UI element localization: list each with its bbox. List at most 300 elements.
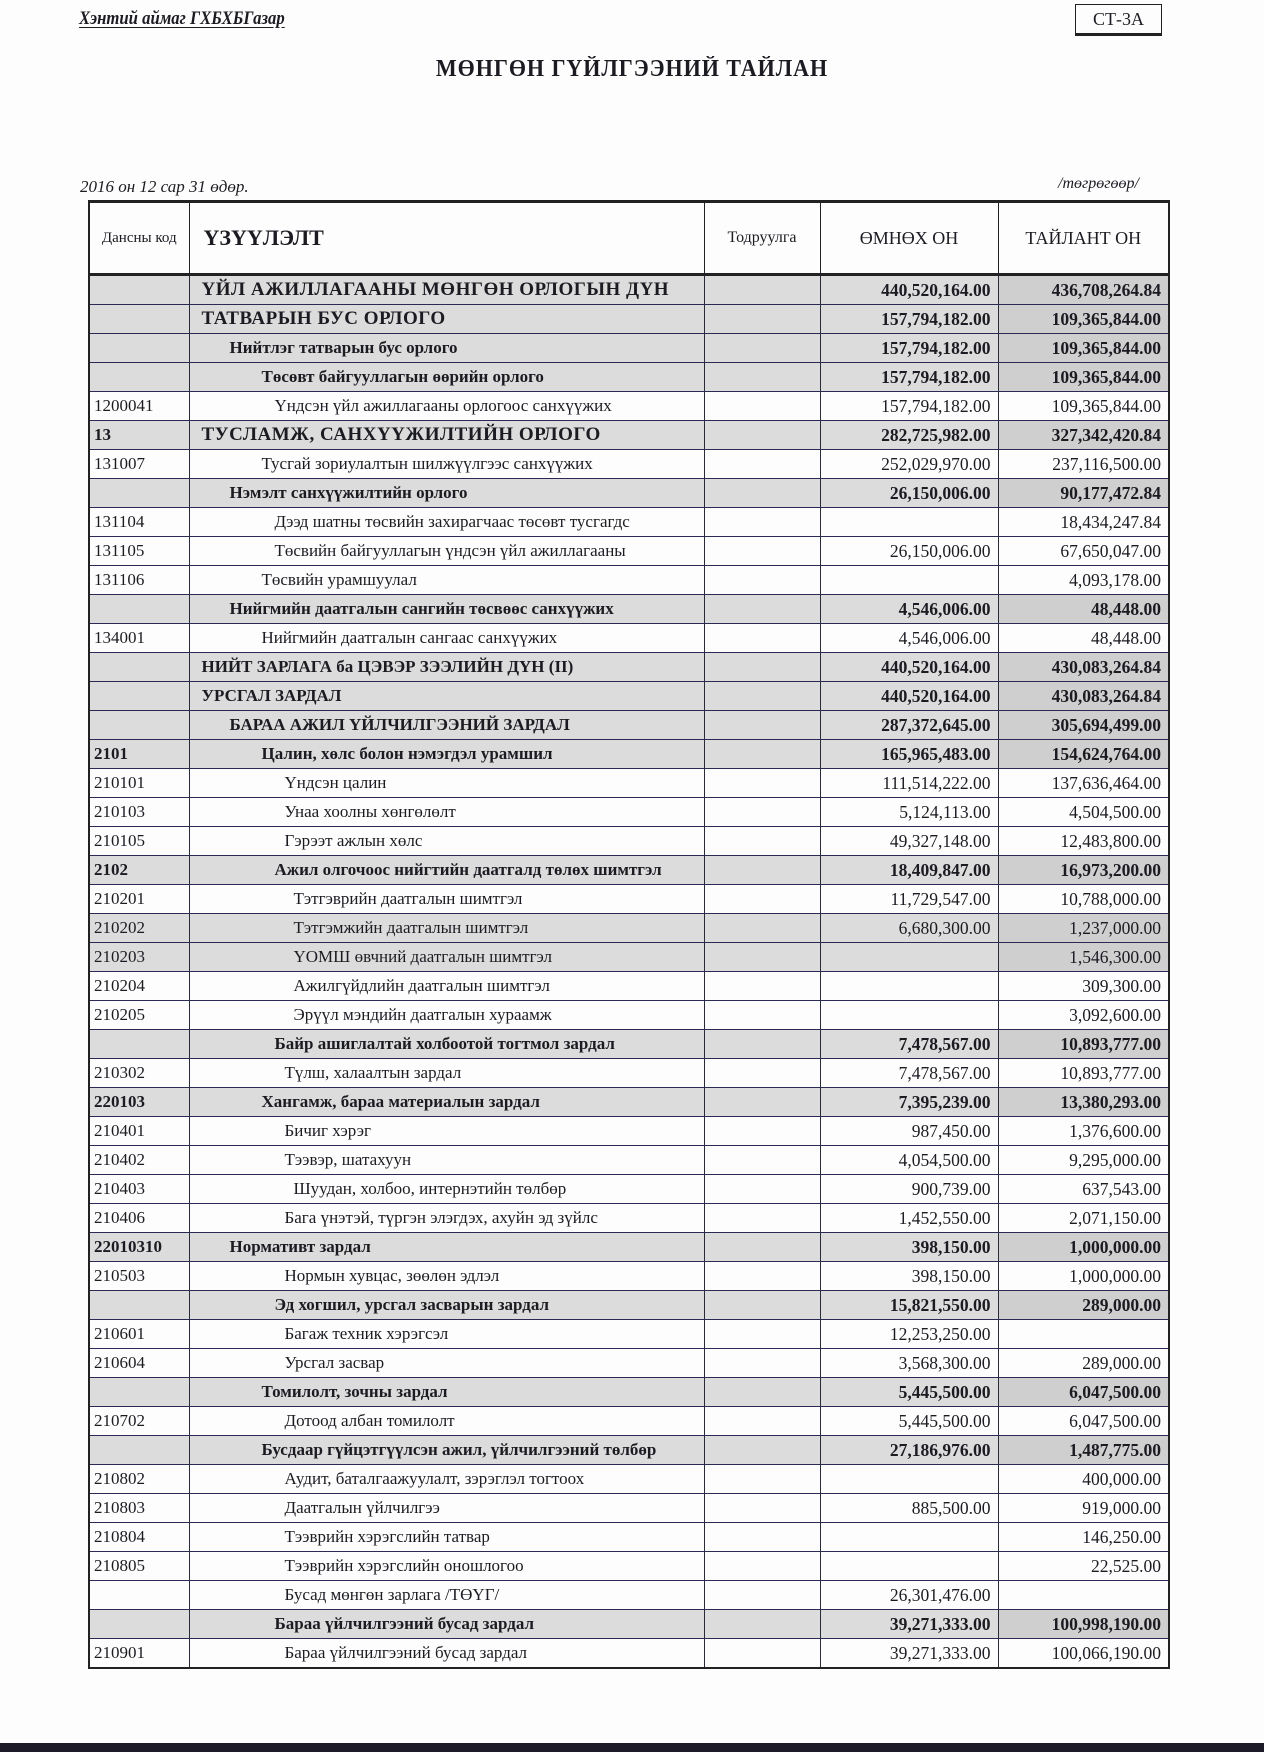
column-header-current-year: ТАЙЛАНТ ОН: [998, 202, 1169, 275]
table-row: [89, 856, 1169, 885]
current-year-value: 18,434,247.84: [998, 508, 1169, 537]
current-year-value: 1,000,000.00: [998, 1262, 1169, 1291]
note-cell: [704, 1581, 820, 1610]
description-cell: Тээврийн хэрэгслийн оношлогоо: [189, 1552, 704, 1581]
previous-year-value: 157,794,182.00: [820, 392, 998, 421]
account-code-cell: 2102: [89, 856, 189, 885]
previous-year-value: 165,965,483.00: [820, 740, 998, 769]
current-year-value: 309,300.00: [998, 972, 1169, 1001]
current-year-value: 4,093,178.00: [998, 566, 1169, 595]
table-row: [89, 1436, 1169, 1465]
table-row: [89, 1291, 1169, 1320]
table-row: [89, 1001, 1169, 1030]
table-row: [89, 392, 1169, 421]
note-cell: [704, 1291, 820, 1320]
account-code-cell: [89, 1581, 189, 1610]
account-code-cell: 210105: [89, 827, 189, 856]
note-cell: [704, 1610, 820, 1639]
table-row: [89, 1262, 1169, 1291]
table-row: [89, 943, 1169, 972]
account-code-cell: [89, 363, 189, 392]
description-cell: ҮОМШ өвчний даатгалын шимтгэл: [189, 943, 704, 972]
current-year-value: 154,624,764.00: [998, 740, 1169, 769]
previous-year-value: 26,301,476.00: [820, 1581, 998, 1610]
note-cell: [704, 1146, 820, 1175]
table-row: [89, 827, 1169, 856]
account-code-cell: [89, 1610, 189, 1639]
current-year-value: 109,365,844.00: [998, 334, 1169, 363]
column-header-previous-year: ӨМНӨХ ОН: [820, 202, 998, 275]
table-row: [89, 508, 1169, 537]
current-year-value: 1,376,600.00: [998, 1117, 1169, 1146]
note-cell: [704, 1030, 820, 1059]
previous-year-value: 900,739.00: [820, 1175, 998, 1204]
description-cell: Тусгай зориулалтын шилжүүлгээс санхүүжих: [189, 450, 704, 479]
description-cell: ҮЙЛ АЖИЛЛАГААНЫ МӨНГӨН ОРЛОГЫН ДҮН: [189, 275, 704, 305]
description-cell: Багаж техник хэрэгсэл: [189, 1320, 704, 1349]
previous-year-value: 440,520,164.00: [820, 653, 998, 682]
description-cell: Дээд шатны төсвийн захирагчаас төсөвт тусгагдс: [189, 508, 704, 537]
table-row: [89, 914, 1169, 943]
description-cell: Шуудан, холбоо, интернэтийн төлбөр: [189, 1175, 704, 1204]
current-year-value: 637,543.00: [998, 1175, 1169, 1204]
previous-year-value: 4,054,500.00: [820, 1146, 998, 1175]
previous-year-value: 398,150.00: [820, 1262, 998, 1291]
current-year-value: [998, 1320, 1169, 1349]
current-year-value: 10,893,777.00: [998, 1030, 1169, 1059]
account-code-cell: 210203: [89, 943, 189, 972]
note-cell: [704, 624, 820, 653]
previous-year-value: [820, 1523, 998, 1552]
note-cell: [704, 653, 820, 682]
description-cell: ТУСЛАМЖ, САНХҮҮЖИЛТИЙН ОРЛОГО: [189, 421, 704, 450]
description-cell: Бага үнэтэй, түргэн элэгдэх, ахуйн эд зүйлс: [189, 1204, 704, 1233]
note-cell: [704, 972, 820, 1001]
account-code-cell: 210804: [89, 1523, 189, 1552]
description-cell: Эд хогшил, урсгал засварын зардал: [189, 1291, 704, 1320]
table-row: [89, 305, 1169, 334]
note-cell: [704, 1059, 820, 1088]
previous-year-value: 4,546,006.00: [820, 624, 998, 653]
currency-unit: /төгрөгөөр/: [1058, 175, 1139, 192]
account-code-cell: 131007: [89, 450, 189, 479]
table-row: [89, 682, 1169, 711]
current-year-value: 48,448.00: [998, 624, 1169, 653]
description-cell: Нэмэлт санхүүжилтийн орлого: [189, 479, 704, 508]
previous-year-value: [820, 1465, 998, 1494]
account-code-cell: 210201: [89, 885, 189, 914]
description-cell: Төсвийн урамшуулал: [189, 566, 704, 595]
previous-year-value: 18,409,847.00: [820, 856, 998, 885]
previous-year-value: 49,327,148.00: [820, 827, 998, 856]
table-row: [89, 1639, 1169, 1669]
description-cell: Аудит, баталгаажуулалт, зэрэглэл тогтоох: [189, 1465, 704, 1494]
report-date: 2016 он 12 сар 31 өдөр.: [80, 177, 249, 196]
account-code-cell: [89, 682, 189, 711]
account-code-cell: [89, 305, 189, 334]
description-cell: Дотоод албан томилолт: [189, 1407, 704, 1436]
table-row: [89, 479, 1169, 508]
note-cell: [704, 1552, 820, 1581]
current-year-value: 1,000,000.00: [998, 1233, 1169, 1262]
note-cell: [704, 566, 820, 595]
current-year-value: 1,487,775.00: [998, 1436, 1169, 1465]
account-code-cell: 210601: [89, 1320, 189, 1349]
table-row: [89, 1320, 1169, 1349]
description-cell: Тэтгэврийн даатгалын шимтгэл: [189, 885, 704, 914]
column-header-code: Дансны код: [89, 202, 189, 275]
previous-year-value: 5,124,113.00: [820, 798, 998, 827]
description-cell: Даатгалын үйлчилгээ: [189, 1494, 704, 1523]
previous-year-value: 1,452,550.00: [820, 1204, 998, 1233]
organization-name: Хэнтий аймаг ГХБХБГазар: [79, 8, 285, 29]
account-code-cell: 2101: [89, 740, 189, 769]
current-year-value: 109,365,844.00: [998, 305, 1169, 334]
account-code-cell: [89, 275, 189, 305]
account-code-cell: [89, 653, 189, 682]
description-cell: ТАТВАРЫН БУС ОРЛОГО: [189, 305, 704, 334]
current-year-value: 109,365,844.00: [998, 392, 1169, 421]
table-row: [89, 885, 1169, 914]
table-row: [89, 740, 1169, 769]
account-code-cell: 210503: [89, 1262, 189, 1291]
note-cell: [704, 769, 820, 798]
description-cell: Нийтлэг татварын бус орлого: [189, 334, 704, 363]
current-year-value: 16,973,200.00: [998, 856, 1169, 885]
table-row: [89, 275, 1169, 305]
current-year-value: 146,250.00: [998, 1523, 1169, 1552]
account-code-cell: 210202: [89, 914, 189, 943]
current-year-value: 12,483,800.00: [998, 827, 1169, 856]
description-cell: Бараа үйлчилгээний бусад зардал: [189, 1639, 704, 1669]
table-row: [89, 421, 1169, 450]
previous-year-value: 3,568,300.00: [820, 1349, 998, 1378]
note-cell: [704, 827, 820, 856]
previous-year-value: 27,186,976.00: [820, 1436, 998, 1465]
current-year-value: 919,000.00: [998, 1494, 1169, 1523]
previous-year-value: 6,680,300.00: [820, 914, 998, 943]
note-cell: [704, 740, 820, 769]
table-row: [89, 1465, 1169, 1494]
description-cell: Тэтгэмжийн даатгалын шимтгэл: [189, 914, 704, 943]
previous-year-value: [820, 566, 998, 595]
current-year-value: 100,998,190.00: [998, 1610, 1169, 1639]
table-row: [89, 711, 1169, 740]
account-code-cell: [89, 1436, 189, 1465]
account-code-cell: 210103: [89, 798, 189, 827]
column-header-note: Тодруулга: [704, 202, 820, 275]
account-code-cell: 22010310: [89, 1233, 189, 1262]
previous-year-value: 287,372,645.00: [820, 711, 998, 740]
current-year-value: 305,694,499.00: [998, 711, 1169, 740]
description-cell: Төсвийн байгууллагын үндсэн үйл ажиллагааны: [189, 537, 704, 566]
account-code-cell: 210802: [89, 1465, 189, 1494]
table-row: [89, 1117, 1169, 1146]
table-row: [89, 334, 1169, 363]
column-header-description: ҮЗҮҮЛЭЛТ: [189, 202, 704, 275]
note-cell: [704, 711, 820, 740]
note-cell: [704, 1088, 820, 1117]
previous-year-value: 157,794,182.00: [820, 334, 998, 363]
description-cell: Бусдаар гүйцэтгүүлсэн ажил, үйлчилгээний төлбөр: [189, 1436, 704, 1465]
note-cell: [704, 798, 820, 827]
note-cell: [704, 682, 820, 711]
note-cell: [704, 1117, 820, 1146]
account-code-cell: 210702: [89, 1407, 189, 1436]
note-cell: [704, 363, 820, 392]
account-code-cell: 210205: [89, 1001, 189, 1030]
description-cell: Түлш, халаалтын зардал: [189, 1059, 704, 1088]
description-cell: Бараа үйлчилгээний бусад зардал: [189, 1610, 704, 1639]
note-cell: [704, 1175, 820, 1204]
previous-year-value: 5,445,500.00: [820, 1378, 998, 1407]
current-year-value: [998, 1581, 1169, 1610]
account-code-cell: 210803: [89, 1494, 189, 1523]
description-cell: Үндсэн цалин: [189, 769, 704, 798]
table-row: [89, 1581, 1169, 1610]
table-row: [89, 1233, 1169, 1262]
note-cell: [704, 334, 820, 363]
description-cell: Гэрээт ажлын хөлс: [189, 827, 704, 856]
previous-year-value: 39,271,333.00: [820, 1610, 998, 1639]
table-row: [89, 972, 1169, 1001]
previous-year-value: [820, 972, 998, 1001]
account-code-cell: 13: [89, 421, 189, 450]
previous-year-value: 987,450.00: [820, 1117, 998, 1146]
current-year-value: 137,636,464.00: [998, 769, 1169, 798]
account-code-cell: 210805: [89, 1552, 189, 1581]
note-cell: [704, 305, 820, 334]
description-cell: Байр ашиглалтай холбоотой тогтмол зардал: [189, 1030, 704, 1059]
account-code-cell: [89, 479, 189, 508]
current-year-value: 1,546,300.00: [998, 943, 1169, 972]
description-cell: Нормативт зардал: [189, 1233, 704, 1262]
note-cell: [704, 275, 820, 305]
table-header-row: [89, 202, 1169, 275]
previous-year-value: 885,500.00: [820, 1494, 998, 1523]
note-cell: [704, 1436, 820, 1465]
table-row: [89, 1204, 1169, 1233]
previous-year-value: 7,478,567.00: [820, 1059, 998, 1088]
account-code-cell: 210401: [89, 1117, 189, 1146]
cash-flow-table: [88, 200, 1170, 1669]
current-year-value: 48,448.00: [998, 595, 1169, 624]
account-code-cell: 220103: [89, 1088, 189, 1117]
previous-year-value: 4,546,006.00: [820, 595, 998, 624]
note-cell: [704, 450, 820, 479]
scan-edge-band: [0, 1743, 1264, 1752]
note-cell: [704, 508, 820, 537]
description-cell: БАРАА АЖИЛ ҮЙЛЧИЛГЭЭНИЙ ЗАРДАЛ: [189, 711, 704, 740]
description-cell: Эрүүл мэндийн даатгалын хураамж: [189, 1001, 704, 1030]
form-code-badge: СТ-3А: [1075, 4, 1162, 36]
previous-year-value: 12,253,250.00: [820, 1320, 998, 1349]
description-cell: Үндсэн үйл ажиллагааны орлогоос санхүүжих: [189, 392, 704, 421]
previous-year-value: 15,821,550.00: [820, 1291, 998, 1320]
current-year-value: 9,295,000.00: [998, 1146, 1169, 1175]
note-cell: [704, 885, 820, 914]
current-year-value: 10,788,000.00: [998, 885, 1169, 914]
current-year-value: 109,365,844.00: [998, 363, 1169, 392]
note-cell: [704, 421, 820, 450]
account-code-cell: [89, 1030, 189, 1059]
note-cell: [704, 1001, 820, 1030]
account-code-cell: 210204: [89, 972, 189, 1001]
current-year-value: 6,047,500.00: [998, 1378, 1169, 1407]
account-code-cell: 131106: [89, 566, 189, 595]
current-year-value: 1,237,000.00: [998, 914, 1169, 943]
account-code-cell: [89, 334, 189, 363]
description-cell: Нормын хувцас, зөөлөн эдлэл: [189, 1262, 704, 1291]
current-year-value: 90,177,472.84: [998, 479, 1169, 508]
note-cell: [704, 856, 820, 885]
account-code-cell: 1200041: [89, 392, 189, 421]
description-cell: Бусад мөнгөн зарлага /ТӨҮГ/: [189, 1581, 704, 1610]
previous-year-value: 440,520,164.00: [820, 682, 998, 711]
table-row: [89, 566, 1169, 595]
previous-year-value: 252,029,970.00: [820, 450, 998, 479]
current-year-value: 3,092,600.00: [998, 1001, 1169, 1030]
description-cell: Хангамж, бараа материалын зардал: [189, 1088, 704, 1117]
current-year-value: 10,893,777.00: [998, 1059, 1169, 1088]
note-cell: [704, 1262, 820, 1291]
description-cell: УРСГАЛ ЗАРДАЛ: [189, 682, 704, 711]
previous-year-value: [820, 1001, 998, 1030]
table-row: [89, 363, 1169, 392]
table-row: [89, 1146, 1169, 1175]
table-row: [89, 1494, 1169, 1523]
current-year-value: 4,504,500.00: [998, 798, 1169, 827]
description-cell: Төсөвт байгууллагын өөрийн орлого: [189, 363, 704, 392]
account-code-cell: 210406: [89, 1204, 189, 1233]
previous-year-value: 11,729,547.00: [820, 885, 998, 914]
description-cell: Нийгмийн даатгалын сангаас санхүүжих: [189, 624, 704, 653]
account-code-cell: 131105: [89, 537, 189, 566]
previous-year-value: 26,150,006.00: [820, 479, 998, 508]
note-cell: [704, 943, 820, 972]
description-cell: НИЙТ ЗАРЛАГА ба ЦЭВЭР ЗЭЭЛИЙН ДҮН (II): [189, 653, 704, 682]
account-code-cell: [89, 595, 189, 624]
table-row: [89, 537, 1169, 566]
table-row: [89, 1407, 1169, 1436]
note-cell: [704, 1204, 820, 1233]
table-row: [89, 1030, 1169, 1059]
description-cell: Тээврийн хэрэгслийн татвар: [189, 1523, 704, 1552]
current-year-value: 100,066,190.00: [998, 1639, 1169, 1669]
previous-year-value: 5,445,500.00: [820, 1407, 998, 1436]
previous-year-value: 157,794,182.00: [820, 305, 998, 334]
account-code-cell: 210101: [89, 769, 189, 798]
previous-year-value: 157,794,182.00: [820, 363, 998, 392]
note-cell: [704, 1407, 820, 1436]
note-cell: [704, 537, 820, 566]
current-year-value: 289,000.00: [998, 1349, 1169, 1378]
previous-year-value: 282,725,982.00: [820, 421, 998, 450]
account-code-cell: [89, 711, 189, 740]
account-code-cell: [89, 1291, 189, 1320]
account-code-cell: 134001: [89, 624, 189, 653]
table-row: [89, 1059, 1169, 1088]
note-cell: [704, 1320, 820, 1349]
note-cell: [704, 1349, 820, 1378]
description-cell: Бичиг хэрэг: [189, 1117, 704, 1146]
current-year-value: 289,000.00: [998, 1291, 1169, 1320]
report-title: МӨНГӨН ГҮЙЛГЭЭНИЙ ТАЙЛАН: [435, 56, 829, 82]
note-cell: [704, 1233, 820, 1262]
account-code-cell: 131104: [89, 508, 189, 537]
table-row: [89, 1378, 1169, 1407]
description-cell: Нийгмийн даатгалын сангийн төсвөөс санхүүжих: [189, 595, 704, 624]
previous-year-value: 39,271,333.00: [820, 1639, 998, 1669]
current-year-value: 400,000.00: [998, 1465, 1169, 1494]
table-row: [89, 798, 1169, 827]
table-row: [89, 595, 1169, 624]
previous-year-value: [820, 943, 998, 972]
current-year-value: 436,708,264.84: [998, 275, 1169, 305]
description-cell: Урсгал засвар: [189, 1349, 704, 1378]
previous-year-value: [820, 1552, 998, 1581]
table-row: [89, 1175, 1169, 1204]
table-row: [89, 1552, 1169, 1581]
note-cell: [704, 479, 820, 508]
note-cell: [704, 595, 820, 624]
description-cell: Тээвэр, шатахуун: [189, 1146, 704, 1175]
current-year-value: 237,116,500.00: [998, 450, 1169, 479]
table-row: [89, 653, 1169, 682]
table-row: [89, 1523, 1169, 1552]
table-body: [89, 275, 1169, 1669]
account-code-cell: 210403: [89, 1175, 189, 1204]
table-row: [89, 450, 1169, 479]
table-row: [89, 769, 1169, 798]
note-cell: [704, 1523, 820, 1552]
table-row: [89, 1349, 1169, 1378]
note-cell: [704, 1378, 820, 1407]
note-cell: [704, 1494, 820, 1523]
description-cell: Ажил олгочоос нийгтийн даатгалд төлөх шимтгэл: [189, 856, 704, 885]
current-year-value: 430,083,264.84: [998, 653, 1169, 682]
account-code-cell: 210604: [89, 1349, 189, 1378]
current-year-value: 430,083,264.84: [998, 682, 1169, 711]
previous-year-value: 398,150.00: [820, 1233, 998, 1262]
previous-year-value: 26,150,006.00: [820, 537, 998, 566]
account-code-cell: 210901: [89, 1639, 189, 1669]
note-cell: [704, 1639, 820, 1669]
previous-year-value: 440,520,164.00: [820, 275, 998, 305]
account-code-cell: [89, 1378, 189, 1407]
previous-year-value: [820, 508, 998, 537]
description-cell: Унаа хоолны хөнгөлөлт: [189, 798, 704, 827]
description-cell: Ажилгүйдлийн даатгалын шимтгэл: [189, 972, 704, 1001]
note-cell: [704, 392, 820, 421]
current-year-value: 22,525.00: [998, 1552, 1169, 1581]
current-year-value: 2,071,150.00: [998, 1204, 1169, 1233]
note-cell: [704, 1465, 820, 1494]
previous-year-value: 111,514,222.00: [820, 769, 998, 798]
current-year-value: 327,342,420.84: [998, 421, 1169, 450]
previous-year-value: 7,395,239.00: [820, 1088, 998, 1117]
account-code-cell: 210402: [89, 1146, 189, 1175]
table-row: [89, 624, 1169, 653]
previous-year-value: 7,478,567.00: [820, 1030, 998, 1059]
description-cell: Цалин, хөлс болон нэмэгдэл урамшил: [189, 740, 704, 769]
account-code-cell: 210302: [89, 1059, 189, 1088]
table-row: [89, 1088, 1169, 1117]
current-year-value: 13,380,293.00: [998, 1088, 1169, 1117]
current-year-value: 6,047,500.00: [998, 1407, 1169, 1436]
note-cell: [704, 914, 820, 943]
current-year-value: 67,650,047.00: [998, 537, 1169, 566]
